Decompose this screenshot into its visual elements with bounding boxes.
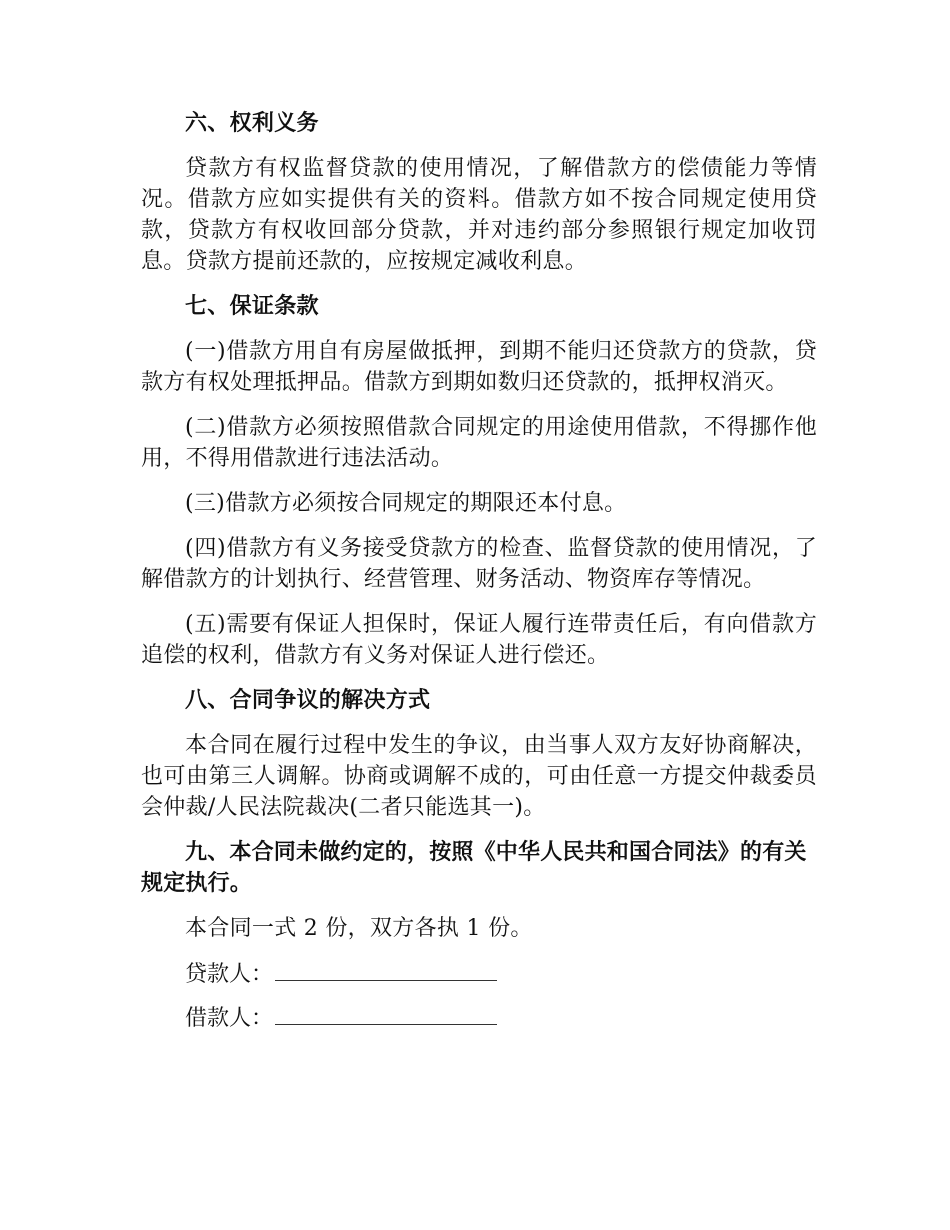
section-9-heading: 九、本合同未做约定的，按照《中华人民共和国合同法》的有关规定执行。 xyxy=(141,840,807,896)
borrower-signature-blank xyxy=(275,1002,497,1025)
section-7-heading: 七、保证条款 xyxy=(185,294,319,319)
section-8-heading: 八、合同争议的解决方式 xyxy=(185,688,431,713)
borrower-signature-line xyxy=(141,1002,817,1034)
section-7-paragraph-3: (三)借款方必须按合同规定的期限还本付息。 xyxy=(185,491,627,516)
section-7-paragraph-2: (二)借款方必须按照借款合同规定的用途使用借款，不得挪作他用，不得用借款进行违法活动。 xyxy=(141,415,817,471)
copies-statement: 本合同一式 2 份，双方各执 1 份。 xyxy=(185,916,533,941)
lender-label: 贷款人： xyxy=(185,962,274,987)
section-8-paragraph-1: 本合同在履行过程中发生的争议，由当事人双方友好协商解决，也可由第三人调解。协商或调解不成的，可由任意一方提交仲裁委员会仲裁/人民法院裁决(二者只能选其一)。 xyxy=(141,733,817,820)
document-page xyxy=(141,108,817,1046)
section-7-paragraph-1: (一)借款方用自有房屋做抵押，到期不能归还贷款方的贷款，贷款方有权处理抵押品。借款方到期如数归还贷款的，抵押权消灭。 xyxy=(141,339,817,395)
section-7-paragraph-5: (五)需要有保证人担保时，保证人履行连带责任后，有向借款方追偿的权利，借款方有义务对保证人进行偿还。 xyxy=(141,612,817,668)
lender-signature-line xyxy=(141,958,817,990)
lender-signature-blank xyxy=(275,958,497,981)
borrower-label: 借款人： xyxy=(185,1006,274,1031)
section-7-paragraph-4: (四)借款方有义务接受贷款方的检查、监督贷款的使用情况，了解借款方的计划执行、经营管理、财务活动、物资库存等情况。 xyxy=(141,536,817,592)
section-6-paragraph-1: 贷款方有权监督贷款的使用情况，了解借款方的偿债能力等情况。借款方应如实提供有关的资料。借款方如不按合同规定使用贷款，贷款方有权收回部分贷款，并对违约部分参照银行规定加收罚息。贷款方提前还款的，应按规定减收利息。 xyxy=(141,156,817,274)
section-6-heading: 六、权利义务 xyxy=(185,111,319,136)
